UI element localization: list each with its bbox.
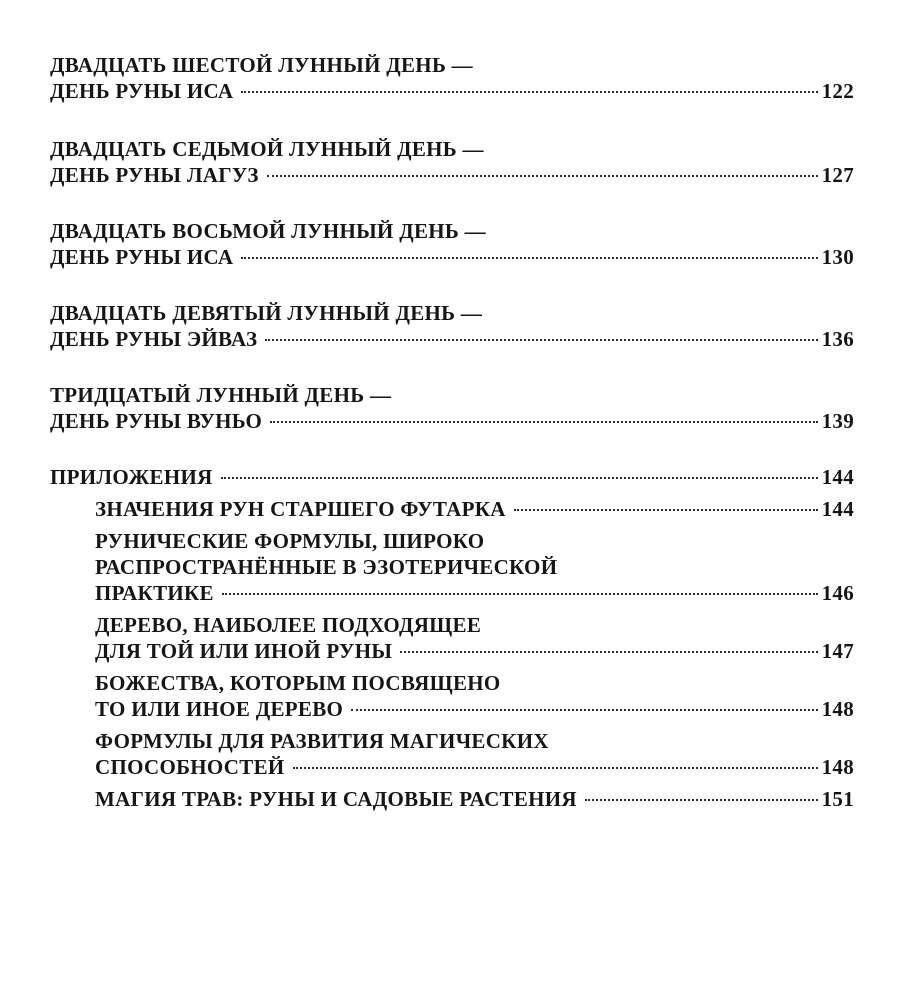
page-number: 130 (821, 245, 854, 269)
dot-leader (241, 91, 817, 93)
toc-entry-title-line: РУНИЧЕСКИЕ ФОРМУЛЫ, ШИРОКО (95, 529, 485, 553)
toc-entry (50, 218, 854, 270)
page-number: 122 (821, 79, 854, 103)
toc-entry-title: ЗНАЧЕНИЯ РУН СТАРШЕГО ФУТАРКА (95, 497, 506, 521)
toc-entry-title-line: РАСПРОСТРАНЁННЫЕ В ЭЗОТЕРИЧЕСКОЙ (95, 555, 558, 579)
toc-entry-title-line: ДВАДЦАТЬ ДЕВЯТЫЙ ЛУННЫЙ ДЕНЬ — (50, 301, 483, 325)
toc-entry-title: ДЛЯ ТОЙ ИЛИ ИНОЙ РУНЫ (95, 639, 393, 663)
page-number: 148 (821, 755, 854, 779)
toc-entry-last-line (95, 496, 854, 522)
page-number: 151 (821, 787, 854, 811)
toc-entry-title: ДЕНЬ РУНЫ ЛАГУЗ (50, 163, 259, 187)
toc-entry-title-line: ДВАДЦАТЬ ШЕСТОЙ ЛУННЫЙ ДЕНЬ — (50, 53, 473, 77)
toc-entry-title-line: ДВАДЦАТЬ СЕДЬМОЙ ЛУННЫЙ ДЕНЬ — (50, 137, 484, 161)
page-number: 136 (821, 327, 854, 351)
toc-entry-last-line (95, 754, 854, 780)
page-number: 146 (821, 581, 854, 605)
page-number: 127 (821, 163, 854, 187)
toc-entry-last-line (95, 786, 854, 812)
toc-subentry (50, 670, 854, 722)
page-number: 144 (821, 497, 854, 521)
dot-leader (241, 257, 817, 259)
toc-entry-title-line: ФОРМУЛЫ ДЛЯ РАЗВИТИЯ МАГИЧЕСКИХ (95, 729, 549, 753)
toc-entry (50, 382, 854, 434)
toc-subentry (50, 496, 854, 522)
toc-entry-title: ДЕНЬ РУНЫ ЭЙВАЗ (50, 327, 258, 351)
toc-entry-last-line (50, 464, 854, 490)
toc-subentry (50, 728, 854, 780)
toc-entry-title-line: БОЖЕСТВА, КОТОРЫМ ПОСВЯЩЕНО (95, 671, 501, 695)
page-number: 147 (821, 639, 854, 663)
dot-leader (351, 709, 817, 711)
toc-entry-last-line (50, 326, 854, 352)
toc-subentry (50, 528, 854, 606)
dot-leader (222, 593, 818, 595)
dot-leader (514, 509, 818, 511)
toc-entry-title: ТО ИЛИ ИНОЕ ДЕРЕВО (95, 697, 344, 721)
toc-entry-last-line (95, 638, 854, 664)
toc-entry-title: ПРАКТИКЕ (95, 581, 214, 605)
dot-leader (400, 651, 817, 653)
dot-leader (270, 421, 818, 423)
page-number: 148 (821, 697, 854, 721)
toc-entry-last-line (50, 78, 854, 104)
page-number: 144 (821, 465, 854, 489)
dot-leader (267, 175, 818, 177)
toc-entry-title: МАГИЯ ТРАВ: РУНЫ И САДОВЫЕ РАСТЕНИЯ (95, 787, 577, 811)
toc-entry (50, 300, 854, 352)
table-of-contents (50, 52, 854, 818)
toc-entry-title-line: ДЕРЕВО, НАИБОЛЕЕ ПОДХОДЯЩЕЕ (95, 613, 482, 637)
toc-subentry (50, 612, 854, 664)
page-number: 139 (821, 409, 854, 433)
toc-entry-last-line (50, 408, 854, 434)
appendices-sublist (50, 496, 854, 812)
toc-subentry (50, 786, 854, 812)
toc-entry-last-line (95, 580, 854, 606)
toc-entry-title: ДЕНЬ РУНЫ ВУНЬО (50, 409, 263, 433)
toc-entry (50, 52, 854, 104)
toc-entry-title-line: ТРИДЦАТЫЙ ЛУННЫЙ ДЕНЬ — (50, 383, 392, 407)
toc-entry-title: ДЕНЬ РУНЫ ИСА (50, 79, 234, 103)
toc-entry (50, 136, 854, 188)
toc-entry-last-line (50, 244, 854, 270)
toc-entry-title: ПРИЛОЖЕНИЯ (50, 465, 213, 489)
toc-entry-title-line: ДВАДЦАТЬ ВОСЬМОЙ ЛУННЫЙ ДЕНЬ — (50, 219, 486, 243)
dot-leader (221, 477, 818, 479)
toc-entry-title: СПОСОБНОСТЕЙ (95, 755, 285, 779)
toc-entry-last-line (50, 162, 854, 188)
toc-entry-title: ДЕНЬ РУНЫ ИСА (50, 245, 234, 269)
dot-leader (293, 767, 818, 769)
toc-entry-last-line (95, 696, 854, 722)
dot-leader (585, 799, 818, 801)
dot-leader (265, 339, 817, 341)
toc-entry-appendices (50, 464, 854, 490)
